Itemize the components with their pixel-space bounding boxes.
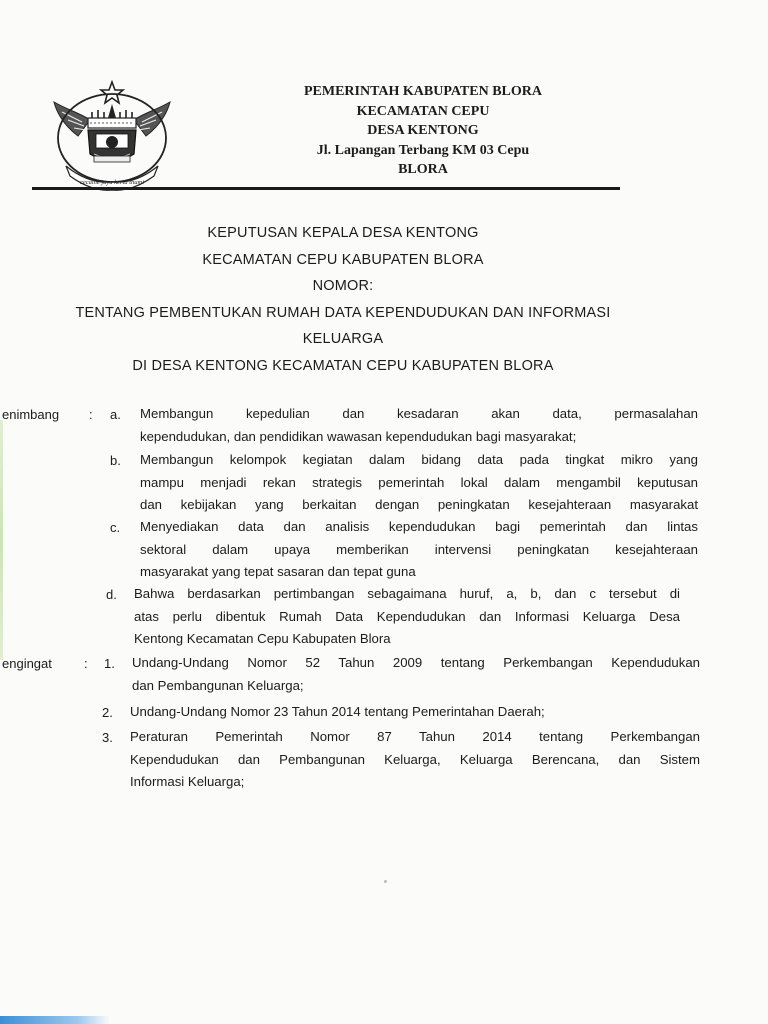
mengingat-item-marker: 2. bbox=[102, 705, 113, 720]
title-line: DI DESA KENTONG KECAMATAN CEPU KABUPATEN BLORA bbox=[132, 357, 554, 374]
mengingat-item-1 bbox=[132, 652, 700, 697]
mengingat-colon: : bbox=[84, 656, 88, 671]
text-line: Peraturan Pemerintah Nomor 87 Tahun 2014 tentang Perkembangan bbox=[130, 729, 700, 744]
menimbang-item-a bbox=[140, 403, 698, 448]
scan-speck bbox=[384, 880, 387, 883]
emblem-banner-text: cecaine jaya kerta thumi bbox=[79, 179, 145, 186]
text-line: dan kebijakan yang berkaitan dengan peningkatan kesejahteraan masyarakat bbox=[140, 497, 698, 512]
menimbang-item-b bbox=[140, 449, 698, 517]
text-line: sektoral dalam upaya memberikan intervensi peningkatan kesejahteraan bbox=[140, 541, 698, 557]
menimbang-item-marker: a. bbox=[110, 407, 121, 422]
text-line: atas perlu dibentuk Rumah Data Kependudukan dan Informasi Keluarga Desa bbox=[134, 608, 680, 624]
text-line: Membangun kepedulian dan kesadaran akan data, permasalahan bbox=[140, 406, 698, 421]
mengingat-label: engingat bbox=[2, 656, 52, 671]
mengingat-item-3 bbox=[130, 726, 700, 794]
menimbang-item-d bbox=[134, 583, 680, 651]
text-line: Undang-Undang Nomor 23 Tahun 2014 tentang Pemerintahan Daerah; bbox=[130, 704, 545, 719]
text-line: Membangun kelompok kegiatan dalam bidang data pada tingkat mikro yang bbox=[140, 452, 698, 467]
text-line: Bahwa berdasarkan pertimbangan sebagaimana huruf, a, b, dan c tersebut di bbox=[134, 586, 680, 601]
menimbang-item-marker: d. bbox=[106, 587, 117, 602]
letterhead bbox=[258, 82, 588, 180]
title-line: TENTANG PEMBENTUKAN RUMAH DATA KEPENDUDUKAN DAN INFORMASI bbox=[75, 304, 611, 321]
menimbang-item-c bbox=[140, 516, 698, 584]
blora-regency-emblem-icon bbox=[48, 80, 176, 192]
text-line: Menyediakan data dan analisis kependudukan bagi pemerintah dan lintas bbox=[140, 519, 698, 534]
letterhead-government: PEMERINTAH KABUPATEN BLORA bbox=[303, 84, 542, 99]
menimbang-label: enimbang bbox=[2, 407, 60, 422]
text-line: Kependudukan dan Pembangunan Keluarga, Keluarga Berencana, dan Sistem bbox=[130, 751, 700, 767]
title-line: NOMOR: bbox=[312, 278, 374, 294]
text-line: dan Pembangunan Keluarga; bbox=[132, 677, 304, 693]
letterhead-village: DESA KENTONG bbox=[367, 123, 479, 138]
text-line: mampu menjadi rekan strategis pemerintah lokal dalam mengambil keputusan bbox=[140, 474, 698, 490]
text-line: Informasi Keluarga; bbox=[130, 774, 245, 789]
menimbang-item-marker: c. bbox=[110, 520, 121, 535]
title-line: KEPUTUSAN KEPALA DESA KENTONG bbox=[207, 225, 479, 241]
menimbang-colon: : bbox=[89, 407, 93, 422]
letterhead-city: BLORA bbox=[398, 162, 448, 177]
mengingat-item-marker: 3. bbox=[102, 730, 113, 745]
text-line: Undang-Undang Nomor 52 Tahun 2009 tentang Perkembangan Kependudukan bbox=[132, 655, 700, 670]
scan-edge-tint bbox=[0, 420, 3, 660]
menimbang-item-marker: b. bbox=[110, 453, 121, 468]
mengingat-item-marker: 1. bbox=[104, 656, 115, 671]
text-line: kependudukan, dan pendidikan wawasan kependudukan bagi masyarakat; bbox=[140, 428, 577, 444]
scan-edge-blue bbox=[0, 1016, 110, 1024]
letterhead-divider bbox=[32, 187, 620, 190]
text-line: Kentong Kecamatan Cepu Kabupaten Blora bbox=[134, 631, 391, 646]
letterhead-district: KECAMATAN CEPU bbox=[356, 103, 490, 119]
mengingat-item-2 bbox=[130, 701, 700, 724]
text-line: masyarakat yang tepat sasaran dan tepat guna bbox=[140, 564, 416, 579]
letterhead-address: Jl. Lapangan Terbang KM 03 Cepu bbox=[316, 142, 530, 158]
title-line: KELUARGA bbox=[302, 331, 384, 347]
decree-title bbox=[28, 220, 658, 379]
title-line: KECAMATAN CEPU KABUPATEN BLORA bbox=[202, 251, 484, 268]
